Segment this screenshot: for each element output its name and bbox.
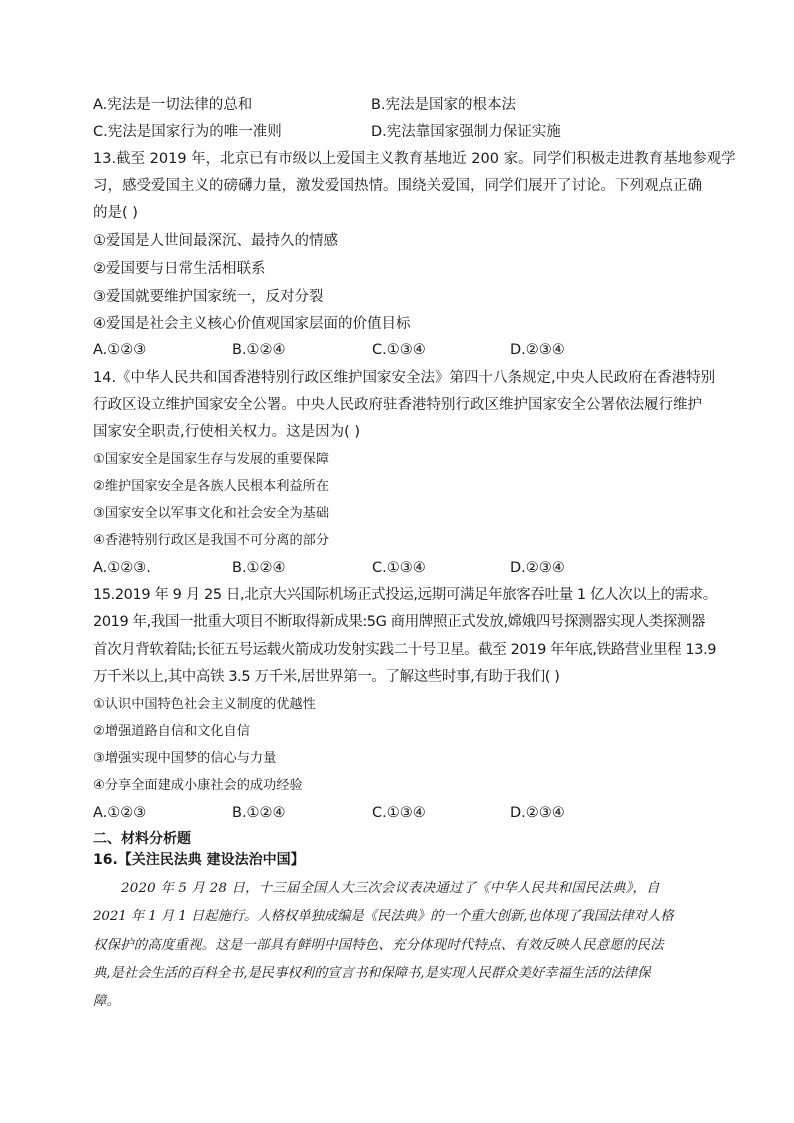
q15-stem-line-3: 首次月背软着陆;长征五号运载火箭成功发射实践二十号卫星。截至 2019 年年底,铁路营业里程 13.9 bbox=[93, 642, 717, 658]
q13-option-c: C.①③④ bbox=[372, 342, 426, 358]
q14-item-2: ②维护国家安全是各族人民根本利益所在 bbox=[93, 479, 330, 494]
q14-stem-line-1: 14.《中华人民共和国香港特别行政区维护国家安全法》第四十八条规定,中央人民政府在香港特别 bbox=[93, 370, 716, 386]
q15-option-b: B.①②④ bbox=[232, 805, 286, 821]
q12-option-b: B.宪法是国家的根本法 bbox=[371, 97, 517, 113]
q13-stem-line-2: 习，感受爱国主义的磅礴力量，激发爱国热情。围绕关爱国，同学们展开了讨论。下列观点正确 bbox=[93, 178, 702, 194]
q16-paragraph-line-2: 2021 年 1 月 1 日起施行。人格权单独成编是《民法典》的一个重大创新,也体现了我国法律对人格 bbox=[93, 909, 674, 924]
q15-option-c: C.①③④ bbox=[372, 805, 426, 821]
q15-stem-line-2: 2019 年,我国一批重大项目不断取得新成果:5G 商用牌照正式发放,嫦娥四号探测器实现人类探测器 bbox=[93, 614, 706, 630]
q14-option-a: A.①②③. bbox=[93, 560, 151, 576]
q16-paragraph-line-3: 权保护的高度重视。这是一部具有鲜明中国特色、充分体现时代特点、有效反映人民意愿的民法 bbox=[93, 938, 664, 953]
q14-item-1: ①国家安全是国家生存与发展的重要保障 bbox=[93, 452, 330, 467]
q12-option-a: A.宪法是一切法律的总和 bbox=[93, 97, 253, 113]
q14-stem-line-2: 行政区设立维护国家安全公署。中央人民政府驻香港特别行政区维护国家安全公署依法履行维护 bbox=[93, 397, 702, 413]
q15-option-a: A.①②③ bbox=[93, 805, 147, 821]
q12-option-c: C.宪法是国家行为的唯一准则 bbox=[93, 124, 282, 140]
q14-option-d: D.②③④ bbox=[510, 560, 565, 576]
q13-stem-line-3: 的是( ) bbox=[93, 205, 138, 221]
section-2-heading: 二、材料分析题 bbox=[93, 831, 191, 847]
q13-option-a: A.①②③ bbox=[93, 342, 147, 358]
q15-stem-line-4: 万千米以上,其中高铁 3.5 万千米,居世界第一。了解这些时事,有助于我们( ) bbox=[93, 669, 560, 685]
q14-item-3: ③国家安全以军事文化和社会安全为基础 bbox=[93, 506, 330, 521]
q13-option-d: D.②③④ bbox=[510, 342, 565, 358]
q16-title: 16.【关注民法典 建设法治中国】 bbox=[93, 852, 305, 868]
q13-item-1: ①爱国是人世间最深沉、最持久的情感 bbox=[93, 233, 338, 249]
q13-item-3: ③爱国就要维护国家统一，反对分裂 bbox=[93, 289, 324, 305]
q14-option-c: C.①③④ bbox=[372, 560, 426, 576]
q16-paragraph-line-4: 典,是社会生活的百科全书,是民事权利的宣言书和保障书,是实现人民群众美好幸福生活的法律保 bbox=[93, 966, 651, 981]
q15-item-3: ③增强实现中国梦的信心与力量 bbox=[93, 751, 277, 766]
q13-item-4: ④爱国是社会主义核心价值观国家层面的价值目标 bbox=[93, 316, 411, 332]
q14-option-b: B.①②④ bbox=[232, 560, 286, 576]
q12-option-d: D.宪法靠国家强制力保证实施 bbox=[371, 124, 561, 140]
q15-stem-line-1: 15.2019 年 9 月 25 日,北京大兴国际机场正式投运,远期可满足年旅客吞吐量 1 亿人次以上的需求。 bbox=[93, 587, 717, 603]
q13-item-2: ②爱国要与日常生活相联系 bbox=[93, 261, 266, 277]
q14-stem-line-3: 国家安全职责,行使相关权力。这是因为( ) bbox=[93, 424, 361, 440]
q13-option-b: B.①②④ bbox=[232, 342, 286, 358]
q15-option-d: D.②③④ bbox=[510, 805, 565, 821]
q16-paragraph-line-5: 障。 bbox=[93, 994, 121, 1009]
q16-paragraph-line-1: 2020 年 5 月 28 日，十三届全国人大三次会议表决通过了《中华人民共和国民法典》，自 bbox=[121, 881, 660, 896]
q13-stem-line-1: 13.截至 2019 年，北京已有市级以上爱国主义教育基地近 200 家。同学们积极走进教育基地参观学 bbox=[93, 151, 736, 167]
q15-item-2: ②增强道路自信和文化自信 bbox=[93, 724, 250, 739]
q15-item-1: ①认识中国特色社会主义制度的优越性 bbox=[93, 697, 316, 712]
q15-item-4: ④分享全面建成小康社会的成功经验 bbox=[93, 778, 303, 793]
q14-item-4: ④香港特别行政区是我国不可分离的部分 bbox=[93, 533, 330, 548]
